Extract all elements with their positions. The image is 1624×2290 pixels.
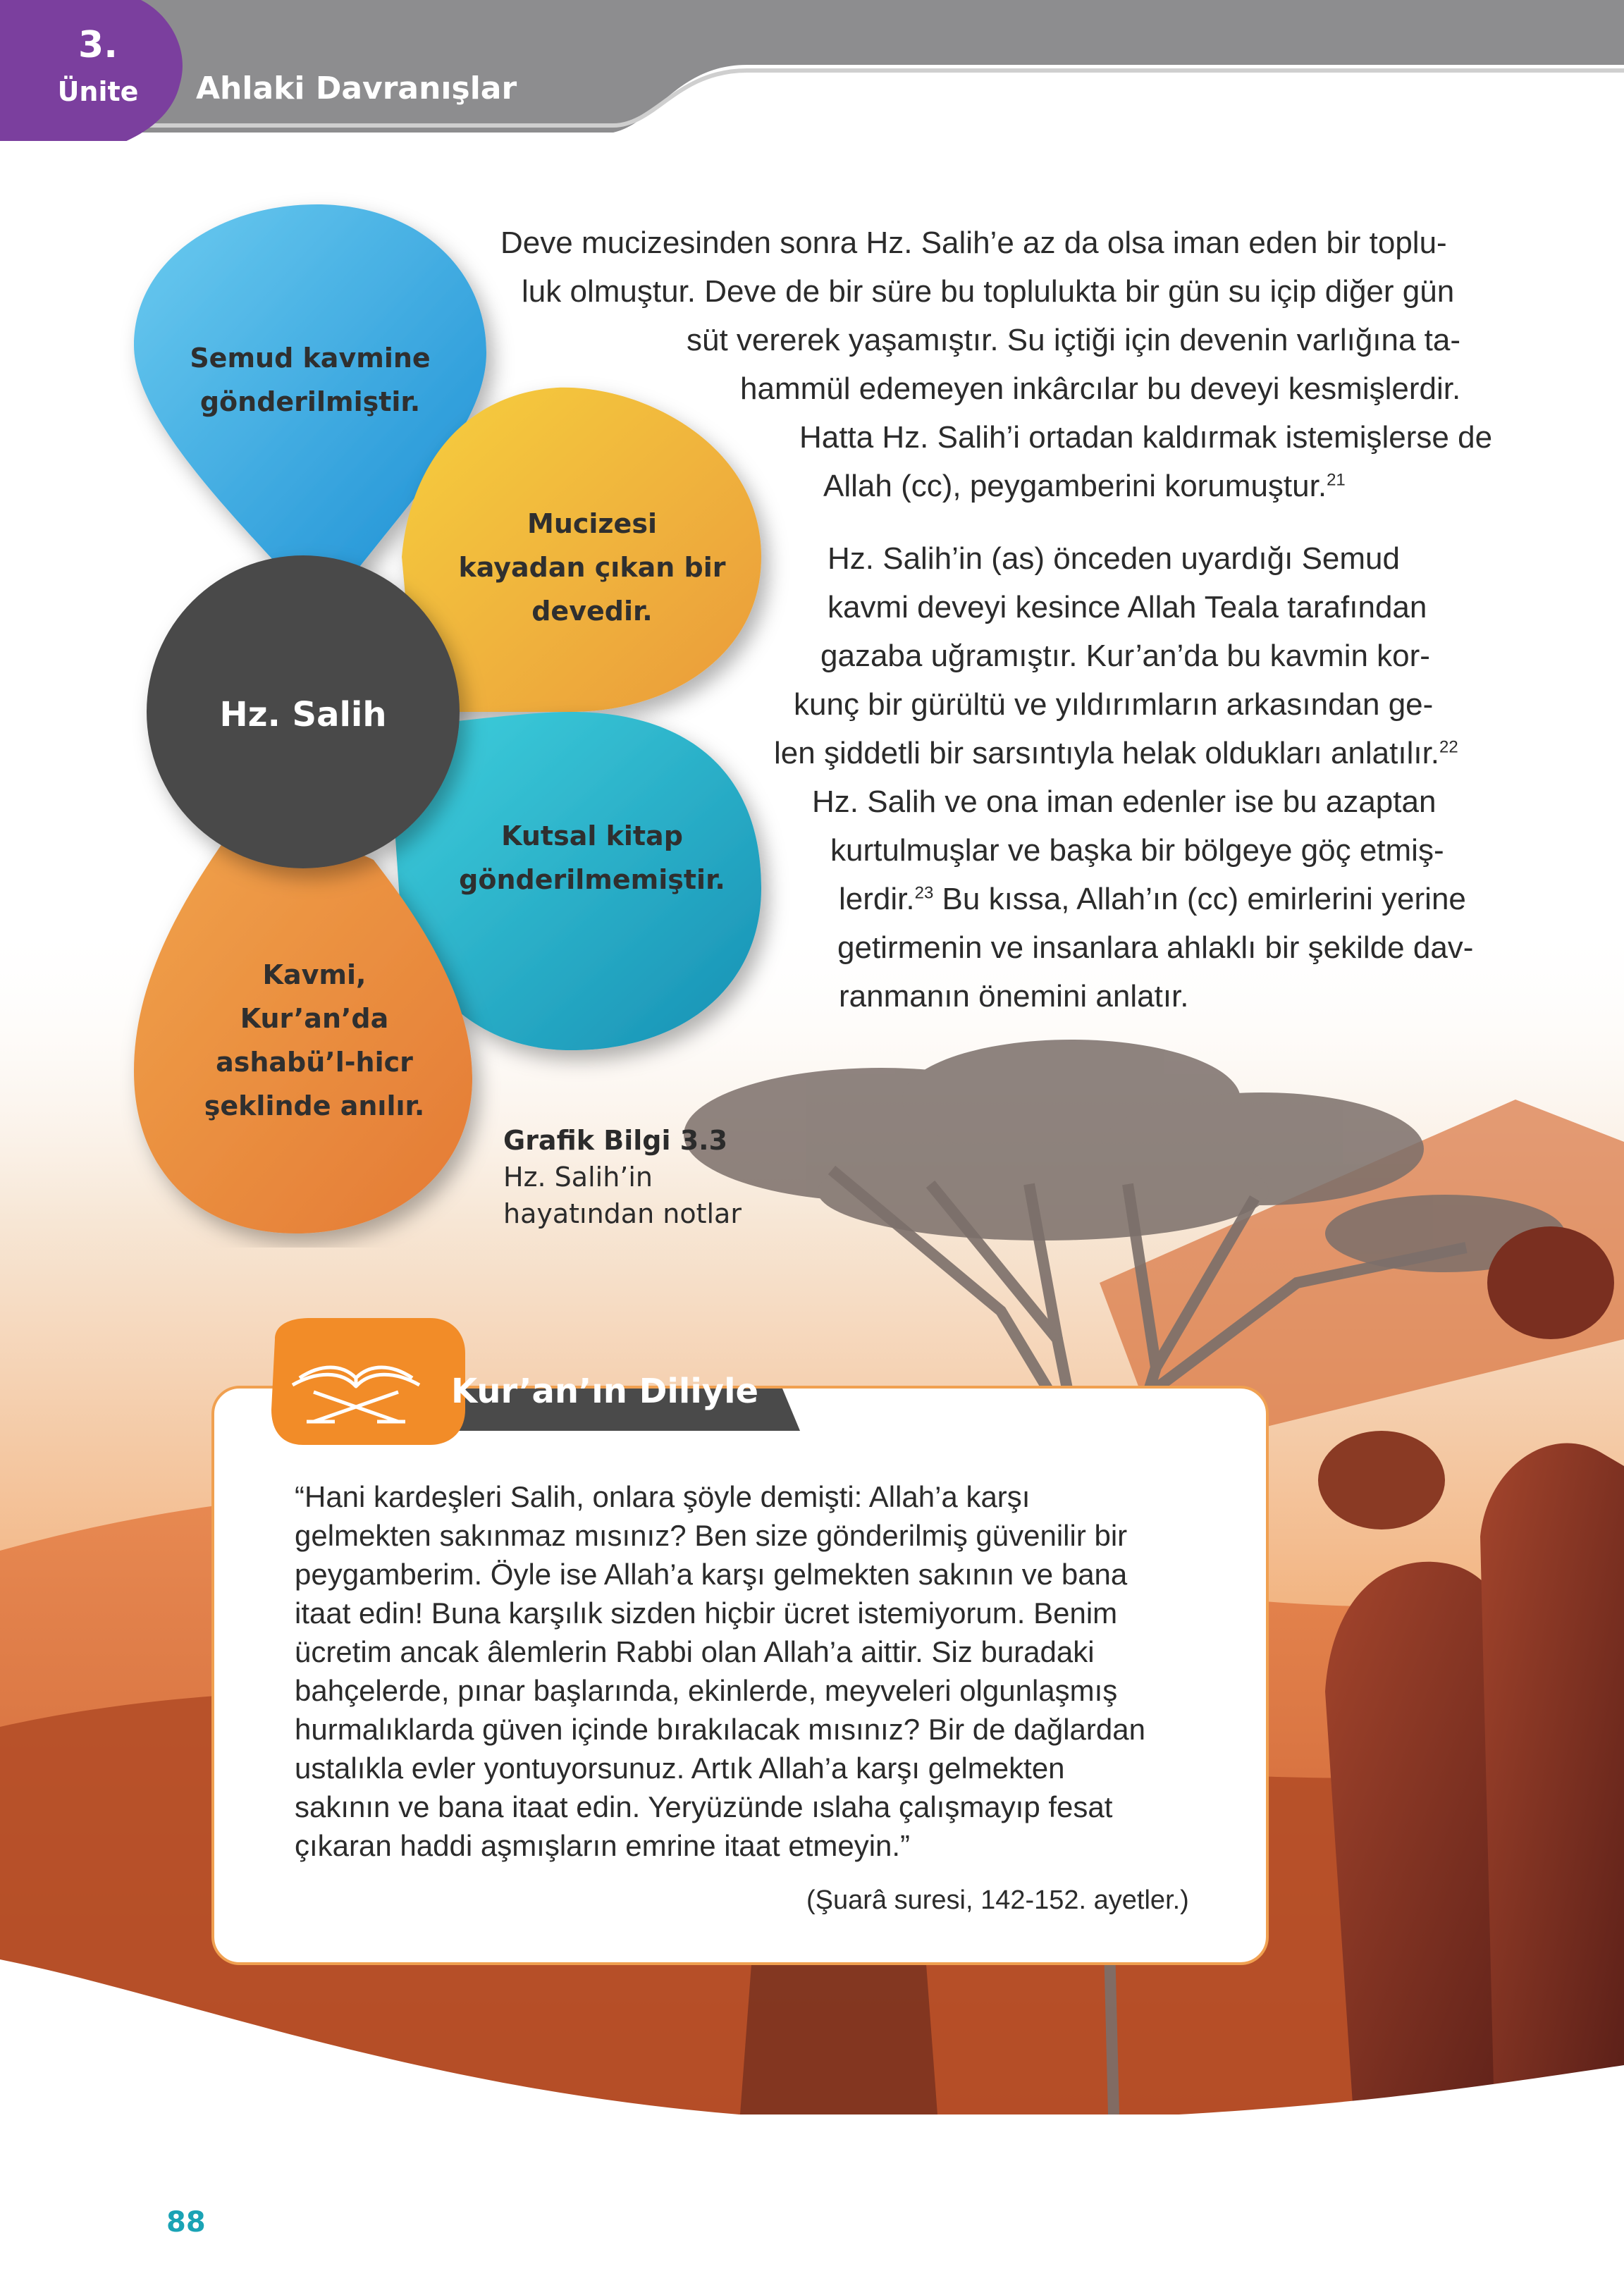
quote-line: itaat edin! Buna karşılık sizden hiçbir ücret istemiyorum. Benim [295, 1596, 1118, 1630]
footer-wave [0, 1959, 1624, 2290]
text-line: kurtulmuşlar ve başka bir bölgeye göç etmiş- [830, 833, 1444, 868]
text-line: Allah (cc), peygamberini korumuştur.$^{21}$ [823, 469, 1346, 503]
text-line: getirmenin ve insanlara ahlaklı bir şekilde dav- [837, 930, 1474, 965]
footnote-ref: 21 [1327, 470, 1346, 490]
text-line: kunç bir gürültü ve yıldırımların arkasından ge- [794, 687, 1434, 722]
figure-caption-line: hayatından notlar [503, 1198, 742, 1229]
quran-quote-box [211, 1386, 1269, 1965]
quote-line: peygamberim. Öyle ise Allah’a karşı gelmekten sakının ve bana [295, 1558, 1128, 1591]
text-line: ranmanın önemini anlatır. [839, 979, 1189, 1014]
text-line: hammül edemeyen inkârcılar bu deveyi kesmişlerdir. [740, 371, 1461, 406]
text-line: gazaba uğramıştır. Kur’an’da bu kavmin kor- [820, 639, 1430, 673]
quote-line: gelmekten sakınmaz mısınız? Ben size gönderilmiş güvenilir bir [295, 1519, 1128, 1552]
petal-kavim-text: Kavmi, Kur’an’da ashabü’l-hicr şeklinde anılır. [204, 959, 425, 1121]
figure-caption-title: Grafik Bilgi 3.3 [503, 1125, 728, 1156]
petal-semud-text: Semud kavmine gönderilmiştir. [190, 343, 431, 417]
quran-box-title: Kur’an’ın Diliyle [451, 1372, 759, 1411]
text-line: luk olmuştur. Deve de bir süre bu toplulukta bir gün su içip diğer gün [522, 274, 1455, 309]
unit-number: 3. [78, 24, 118, 66]
text-line: Deve mucizesinden sonra Hz. Salih’e az da olsa iman eden bir toplu- [500, 226, 1447, 260]
text-line: len şiddetli bir sarsıntıyla helak oldukları anlatılır.$^{22}$ [774, 736, 1458, 770]
quote-line: bahçelerde, pınar başlarında, ekinlerde, meyveleri olgunlaşmış [295, 1674, 1118, 1707]
footnote-ref: 23 [914, 883, 934, 903]
footnote-ref: 22 [1439, 737, 1458, 757]
text-line: süt vererek yaşamıştır. Su içtiği için devenin varlığına ta- [687, 323, 1461, 357]
page-number: 88 [166, 2206, 206, 2239]
open-quran-icon [285, 1343, 426, 1427]
text-line: Hatta Hz. Salih’i ortadan kaldırmak istemişlerse de [799, 420, 1493, 455]
petal-mucize-text: Mucizesi kayadan çıkan bir devedir. [458, 508, 726, 627]
text-line: lerdir.$^{23}$ Bu kıssa, Allah’ın (cc) emirlerini yerine [839, 882, 1466, 916]
quote-line: sakının ve bana itaat edin. Yeryüzünde ıslaha çalışmayıp fesat [295, 1790, 1113, 1823]
petal-kitap-text: Kutsal kitap gönderilmemiştir. [459, 820, 725, 895]
text-line: kavmi deveyi kesince Allah Teala tarafından [828, 590, 1427, 624]
center-label: Hz. Salih [219, 695, 387, 734]
text-line: Hz. Salih ve ona iman edenler ise bu azaptan [812, 784, 1437, 819]
unit-label: Ünite [57, 76, 139, 107]
text-line: Hz. Salih’in (as) önceden uyardığı Semud [828, 541, 1400, 576]
quote-source: (Şuarâ suresi, 142-152. ayetler.) [806, 1885, 1189, 1915]
section-title: Ahlaki Davranışlar [196, 70, 517, 106]
quote-line: hurmalıklarda güven içinde bırakılacak mısınız? Bir de dağlardan [295, 1713, 1145, 1746]
quote-line: ücretim ancak âlemlerin Rabbi olan Allah’a aittir. Siz buradaki [295, 1635, 1095, 1668]
quote-line: ustalıkla evler yontuyorsunuz. Artık Allah’a karşı gelmekten [295, 1752, 1065, 1785]
quote-line: çıkaran haddi aşmışların emrine itaat etmeyin.” [295, 1829, 911, 1862]
figure-caption-line: Hz. Salih’in [503, 1162, 653, 1193]
quote-line: “Hani kardeşleri Salih, onlara şöyle demişti: Allah’a karşı [295, 1480, 1031, 1513]
